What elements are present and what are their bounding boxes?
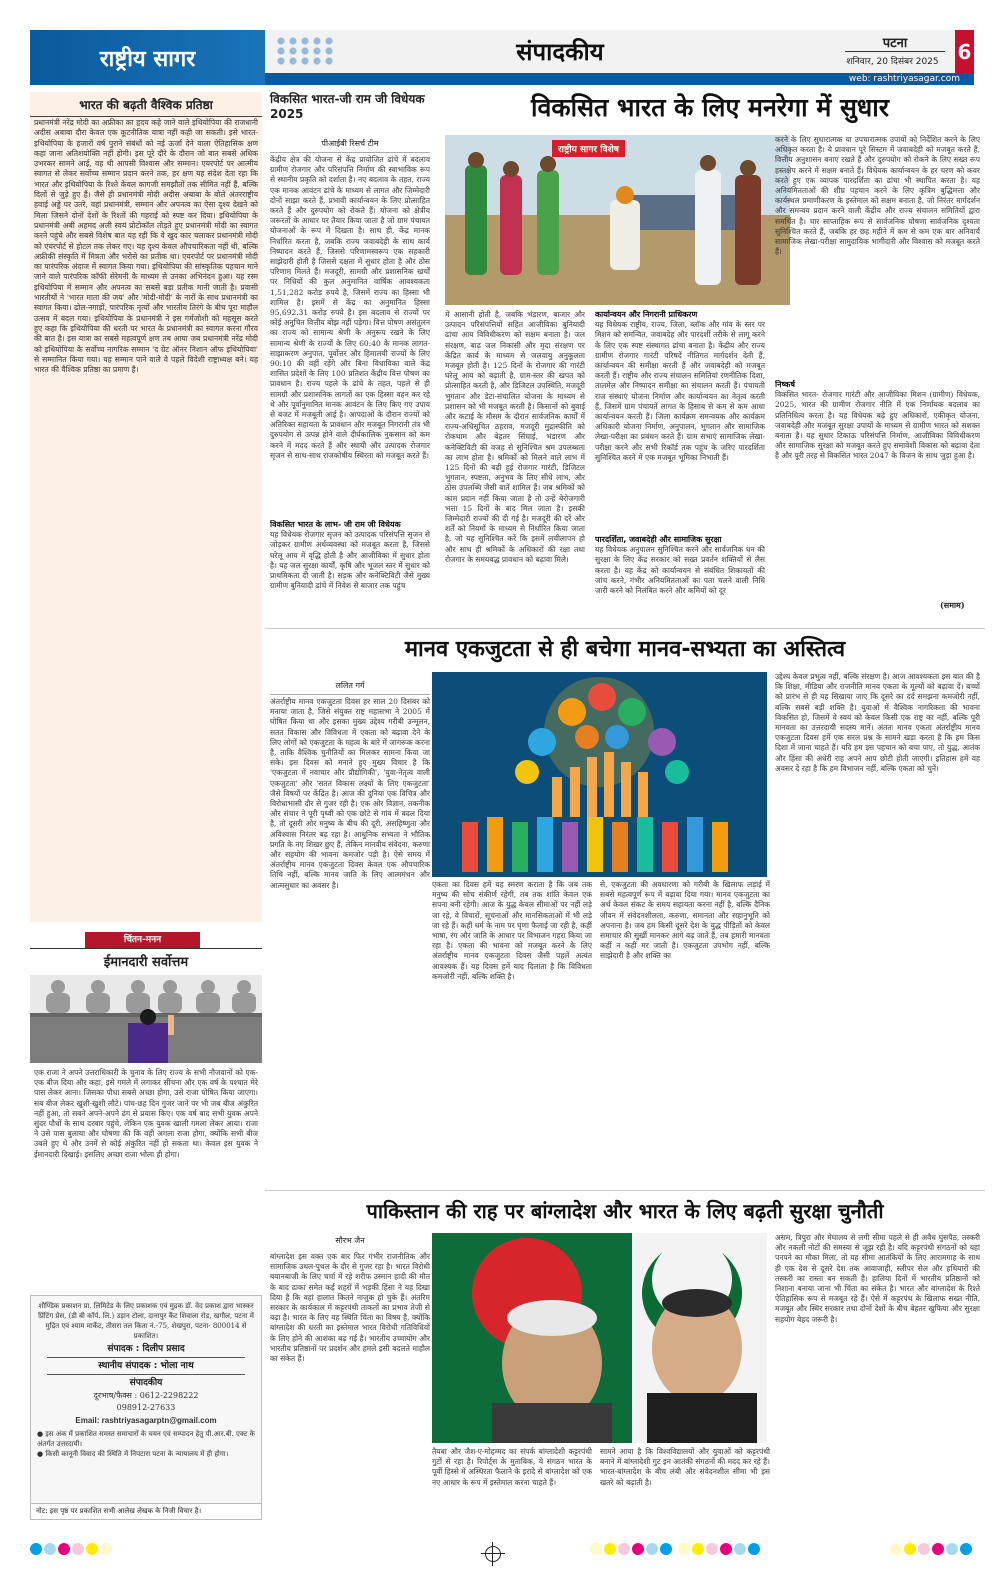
article2-col2 xyxy=(432,880,592,1190)
article1-col4 xyxy=(775,135,980,380)
honest-man-illustration-icon xyxy=(30,975,262,1063)
phone-fax: दूरभाष/फैक्स : 0612-2298222 xyxy=(93,1391,199,1400)
divider xyxy=(47,1357,245,1358)
registration-dots-mid xyxy=(590,1543,672,1555)
magenta-dot-icon xyxy=(932,1543,944,1555)
registration-dots-mid2 xyxy=(678,1543,760,1555)
raised-hands-tree-icon xyxy=(432,672,767,877)
publisher-info: शौण्डिक प्रकाशन प्रा. लिमिटेड के लिए प्रकाशक एवं मुद्रक डॉ. वेद प्रकाश द्वारा भास्कर प्रिंटिंग प्रेस, (डी बी कॉर्प. लि.) उड़ान टोला, दानापुर कैंट शिवाला रोड, खगौल, पटना में मुद्रित एवं श्याम मार्केट, तीसरा तल किता नं.-75, शेखपुरा, पटना- 800014 से प्रकाशित। xyxy=(38,1302,254,1340)
light-yellow-dot-icon xyxy=(100,1543,112,1555)
article1-signature: (समाम) xyxy=(940,600,965,610)
magenta-dot-icon xyxy=(632,1543,644,1555)
local-editor-name: स्थानीय संपादक : भोला नाथ xyxy=(98,1361,194,1371)
bill-side-title: विकसित भारत-जी राम जी विधेयक 2025 xyxy=(270,92,425,121)
left-article-body xyxy=(34,118,258,918)
email-link[interactable]: Email: rashtriyasagarptn@gmail.com xyxy=(75,1416,217,1425)
light-magenta-dot-icon xyxy=(918,1543,930,1555)
article2-col3 xyxy=(600,880,770,1190)
magenta-dot-icon xyxy=(720,1543,732,1555)
article1-col1 xyxy=(270,155,430,520)
page-number: 6 xyxy=(955,30,974,73)
chintan-tag: चिंतन-मनन xyxy=(85,932,200,948)
article1-col3b-text: यह विधेयक अनुपालन सुनिश्चित करने और सार्वजनिक धन की सुरक्षा के लिए केंद्र सरकार को सख्त प्रवर्तन शक्तियों से लैस करता है। यह केंद्र को कार्यान्वयन से संबंधित शिकायतों की जांच करने, गंभीर अनियमितताओं का पता चलने वाली निधि जारी करने को निलंबित करने और कमियों को दूर xyxy=(595,545,765,596)
article3-col4 xyxy=(775,1233,980,1538)
article2-headline: मानव एकजुटता से ही बचेगा मानव-सभ्यता का अस्तित्व xyxy=(265,628,985,663)
article3-col1 xyxy=(270,1252,430,1537)
light-magenta-dot-icon xyxy=(618,1543,630,1555)
cyan-dot-icon xyxy=(30,1543,42,1555)
magenta-dot-icon xyxy=(58,1543,70,1555)
imprint-note-text: इस अंक में प्रकाशित समस्त समाचारों के चयन एवं सम्पादन हेतु पी.आर.बी. एक्ट के अंतर्गत उत्तरदायी। xyxy=(37,1430,255,1448)
light-cyan-dot-icon xyxy=(946,1543,958,1555)
section-title: संपादकीय xyxy=(516,38,604,66)
article1-byline: पीआईबी रिसर्च टीम xyxy=(270,138,430,153)
light-yellow-dot-icon xyxy=(890,1543,902,1555)
workers-field-photo-icon xyxy=(445,135,790,305)
left-article-title: भारत की बढ़ती वैश्विक प्रतिष्ठा xyxy=(30,96,262,117)
human-solidarity-illustration xyxy=(432,672,767,877)
chintan-text: एक राजा ने अपने उत्तराधिकारी के चुनाव के लिए राज्य के सभी नौजवानों को एक-एक बीज दिया और कहा, इसे गमले में लगाकर सींचना और एक वर्ष के पश्चात मेरे पास लेकर आना। जिसका पौधा सबसे अच्छा होगा, उसे राजा घोषित किया जाएगा। सब बीज लेकर खुशी-खुशी लौटे। पांच-छह दिन गुजर जाने पर भी जब बीज अंकुरित नहीं हुआ, तो सबने अपने-अपने ढंग से प्रयास किए। एक वर्ष बाद सभी युवक अपने सुंदर पौधों के साथ दरबार पहुंचे, लेकिन एक युवक खाली गमला लेकर आया। राजा ने उसे पास बुलाया और घोषणा की कि वही अगला राजा होगा, क्योंकि सभी बीज उबले हुए थे और उनमें से कोई अंकुरित नहीं हो सकता था। केवल इस युवक ने ईमानदारी दिखाई। इसलिए अच्छा राजा भोला ही होगा। xyxy=(34,1068,258,1159)
left-article-text: प्रधानमंत्री नरेंद्र मोदी का अफ्रीका का हृदय कहे जाने वाले इथियोपिया की राजधानी अदीस अबाबा दौरा केवल एक कूटनीतिक यात्रा नहीं कही जा सकती। इसे भारत-इथियोपिया के हजारों वर्ष पुराने संबंधों को नई ऊर्जा देने वाला ऐतिहासिक क्षण कहा जाना अतिशयोक्ति नहीं होगी। इस पूरे दौरे के दौरान जो बात सबसे अधिक उभरकर सामने आई, वह थी आपसी विश्वास और सम्मान। एयरपोर्ट पर आत्मीय स्वागत से लेकर सर्वोच्च सम्मान प्रदान करने तक, हर क्षण यह संदेश देता रहा कि भारत और इथियोपिया के रिश्ते केवल कागजी समझौतों तक सीमित नहीं हैं, बल्कि दिलों से जुड़े हुए हैं। जैसे ही प्रधानमंत्री मोदी अदीस अबाबा के बोले अंतरराष्ट्रीय हवाई अड्डे पर उतरे, वहां प्रधानमंत्री, सम्मान और अपनत्व का ऐसा दृश्य देखने को मिला जिसने दोनों देशों के रिश्तों की गहराई को स्पष्ट कर दिया। इथियोपिया के प्रधानमंत्री अबी अहमद अली स्वयं प्रोटोकॉल तोड़ते हुए प्रधानमंत्री मोदी का स्वागत करने पहुंचे और सबसे विशेष बात यह रही कि वे खुद कार चलाकर प्रधानमंत्री मोदी को एयरपोर्ट से होटल तक लेकर गए। यह दृश्य केवल औपचारिकता नहीं थी, बल्कि अफ्रीकी संस्कृति में मित्रता और भरोसे का प्रतीक था। एयरपोर्ट पर प्रधानमंत्री मोदी का पारंपरिक अंदाज में स्वागत किया गया। इथियोपिया की सांस्कृतिक पहचान माने जाने वाले पारंपरिक कॉफी सेरेमनी के माध्यम से उनका अभिनंदन हुआ। यह रस्म इथियोपिया में सम्मान और अपनत्व का सबसे बड़ा प्रतीक मानी जाती है। प्रवासी भारतीयों ने 'भारत माता की जय' और 'मोदी-मोदी' के नारों के साथ प्रधानमंत्री का स्वागत किया। ढोल-नगाड़ों, पारंपरिक नृत्यों और भारतीय तिरंगे के बीच पूरा माहौल उत्सव में बदल गया। इथियोपिया के प्रधानमंत्री ने इस गर्मजोशी को महसूस करते हुए कहा कि इथियोपिया की धरती पर भारत के प्रधानमंत्री का स्वागत करना गौरव की बात है। इस यात्रा का सबसे महत्वपूर्ण क्षण तब आया जब प्रधानमंत्री नरेंद्र मोदी को इथियोपिया के सर्वोच्च नागरिक सम्मान 'द ग्रेट ऑनर निशान ऑफ इथियोपिया' से सम्मानित किया गया। यह सम्मान पाने वाले वे पहले विदेशी राष्ट्राध्यक्ष बने। यह भारत की वैश्विक प्रतिष्ठा का प्रमाण है। xyxy=(34,118,258,375)
bangladesh-pakistan-leaders-photo xyxy=(432,1233,767,1443)
article3-headline: पाकिस्तान की राह पर बांग्लादेश और भारत के लिए बढ़ती सुरक्षा चुनौती xyxy=(265,1190,985,1224)
special-report-tag: राष्ट्रीय सागर विशेष xyxy=(552,140,625,157)
article1-col4b xyxy=(775,380,980,610)
imprint-note-text: किसी कानूनी विवाद की स्थिति में निपटारा पटना के न्यायालय में ही होगा। xyxy=(45,1450,229,1458)
masthead xyxy=(30,30,974,85)
article1-col2-text: में आसानी होती है, जबकि भंडारण, बाजार और उत्पादन परिसंपत्तियों सहित आजीविका बुनियादी ढांचा आय विविधीकरण को सक्षम बनाता है। जल संरक्षण, बाढ़ जल निकासी और मृदा संरक्षण पर केंद्रित कार्य के माध्यम से जलवायु अनुकूलता मजबूत होती है। 125 दिनों के रोजगार की गारंटी घरेलू आय को बढ़ाती है, ग्राम-स्तर की खपत को प्रोत्साहित करती है, और डिजिटल उपस्थिति, मजदूरी भुगतान और डेटा-संचालित योजना के माध्यम से प्रशासन को भी मजबूत करती है। किसानों को बुवाई और कटाई के मौसम के दौरान सार्वजनिक कार्यों में राज्य-अधिसूचित ठहराव, मजदूरी मुद्रास्फीति को रोकथाम और बेहतर सिंचाई, भंडारण और कनेक्टिविटी की वजह से सुनिश्चित श्रम उपलब्धता का लाभ होता है। श्रमिकों को मिलने वाले लाभ में 125 दिनों की बढ़ी हुई रोजगार गारंटी, डिजिटल भुगतान, स्पष्टता, अनुभव के लिए सीधे लाभ, और ठोस उपलब्धि जैसी बातें शामिल हैं। जब श्रमिकों को काम प्रदान नहीं किया जाता है तो उन्हें बेरोजगारी भत्ता 15 दिनों के बाद मिल जाता है। इसकी जिम्मेदारी राज्यों की दी गई है। मजदूरी की दरें और शर्तें को नियमों के माध्यम से निर्धारित किया जाता है, जो यह सुनिश्चित करें कि इसमें लचीलापन हो और साथ ही श्रमिकों के अधिकारों की रक्षा तथा रोजगार के समयबद्ध प्रावधान को बढ़ावा मिले। xyxy=(445,310,585,564)
article1-col3b xyxy=(595,535,765,620)
light-magenta-dot-icon xyxy=(706,1543,718,1555)
article1-headline: विकसित भारत के लिए मनरेगा में सुधार xyxy=(531,93,889,122)
yellow-dot-icon xyxy=(604,1543,616,1555)
subhead-transparency: पारदर्शिता, जवाबदेही और सामाजिक सुरक्षा xyxy=(595,535,722,544)
divider xyxy=(47,1374,245,1375)
light-magenta-dot-icon xyxy=(72,1543,84,1555)
cyan-dot-icon xyxy=(960,1543,972,1555)
yellow-dot-icon xyxy=(904,1543,916,1555)
light-cyan-dot-icon xyxy=(44,1543,56,1555)
leaders-portrait-icon xyxy=(432,1233,767,1443)
article2-col2-text: एकता का दिवस हमें यह स्मरण कराता है कि जब तक मनुष्य की सोच संकीर्ण रहेगी, तब तक शांति केवल एक सपना बनी रहेगी। आज के युद्ध केवल सीमाओं पर नहीं लड़े जा रहे, वे विचारों, सूचनाओं और मानसिकताओं में भी लड़े जा रहे हैं। कहीं धर्म के नाम पर घृणा फैलाई जा रही है, कहीं भाषा, रंग और जाति के आधार पर विभाजन गहरा किया जा रहा है। एकता की भावना को मजबूत करने के लिए अंतर्राष्ट्रीय मानव एकजुटता दिवस जैसी पहलें अत्यंत आवश्यक हैं। यह दिवस हमें याद दिलाता है कि विविधता कमजोरी नहीं, बल्कि शक्ति है। xyxy=(432,880,592,981)
newspaper-logo[interactable]: राष्ट्रीय सागर xyxy=(30,30,265,85)
registration-crosshair-icon xyxy=(485,1546,501,1562)
edition-city: पटना xyxy=(845,33,945,52)
article1-col1b xyxy=(270,520,430,618)
article2-col3-text: से, एकजुटता की अवधारणा को गरीबी के खिलाफ लड़ाई में सबसे महत्वपूर्ण रूप में बढ़ावा दिया गया। मानव एकजुटता का अर्थ केवल संकट के समय सहायता करना नहीं है, बल्कि दैनिक जीवन में संवेदनशीलता, करुणा, समानता और सहानुभूति को अपनाना है। जब हम किसी दूसरे देश के युद्ध पीड़ितों को केवल समाचार की सुर्खी मानकर आगे बढ़ जाते हैं, तब हमारी मानवता कहीं न कहीं मर जाती है। एकजुटता उपभोग नहीं, बल्कि साझेदारी है और शक्ति का xyxy=(600,880,770,961)
article1-col2 xyxy=(445,310,585,620)
chintan-illustration xyxy=(30,975,262,1063)
article3-col2 xyxy=(432,1447,592,1537)
decorative-dots-icon xyxy=(275,36,335,66)
editor-name: संपादक : दिलीप प्रसाद xyxy=(107,1344,185,1354)
article3-col4-text: असम, त्रिपुरा और मेघालय से लगी सीमा पहले से ही अवैध घुसपैठ, तस्करी और नकली नोटों की समस्या से जूझ रही है। यदि कट्टरपंथी संगठनों को यहां पनपने का मौका मिला, तो यह सीमा आतंकियों के लिए आरामगाह के साथ ही एक देश से दूसरे देश तक आवाजाही, स्लीपर सेल और हथियारों की तस्करी का रास्ता बन सकती है। हालिया दिनों में भारतीय प्रतिष्ठानों को निशाना बनाया जाना भी चिंता का संकेत है। भारत और बांग्लादेश के रिश्ते ऐतिहासिक रूप से मजबूत रहे हैं। ऐसे में कट्टरपंथ के खिलाफ सख्त नीति, मजबूत और स्थिर सरकार तथा दोनों देशों के बीच बेहतर खुफिया और सुरक्षा सहयोग बेहद जरूरी है। xyxy=(775,1233,980,1324)
imprint-note-1: ● इस अंक में प्रकाशित समस्त समाचारों के चयन एवं सम्पादन हेतु पी.आर.बी. एक्ट के अंतर्गत उत्तरदायी। xyxy=(37,1430,255,1448)
article3-col1-text: बांग्लादेश इस वक्त एक बार फिर गंभीर राजनीतिक और सामाजिक उथल-पुथल के दौर से गुजर रहा है। भारत विरोधी बयानबाजी के लिए चर्चा में रहे शरीफ उस्मान हादी की मौत के बाद ढाका समेत कई शहरों में भड़की हिंसा ने यह दिखा दिया है कि वहां हालात कितने नाजुक हो चुके हैं। अंतरिम सरकार के कार्यकाल में कट्टरपंथी ताकतों का प्रभाव तेजी से बढ़ा है। भारत के लिए यह स्थिति चिंता का विषय है, क्योंकि बांग्लादेश की धरती का इस्तेमाल भारत विरोधी गतिविधियों के लिए होने की आशंका बढ़ गई है। भारतीय उच्चायोग और भारतीय प्रतिष्ठानों पर प्रदर्शन और हमले इसी बदलते माहौल का संकेत हैं। xyxy=(270,1252,430,1364)
article1-col3-text: यह विधेयक राष्ट्रीय, राज्य, जिला, ब्लॉक और गांव के स्तर पर मिशन को समन्वित, जवाबदेह और पारदर्शी तरीके से लागू करने के लिए एक स्पष्ट संस्थागत ढांचा बनाता है। केंद्रीय और राज्य ग्रामीण रोजगार गारंटी परिषदें नीतिगत मार्गदर्शन देती हैं, कार्यान्वयन की समीक्षा करती हैं और जवाबदेही को मजबूत करती हैं। राष्ट्रीय और राज्य संचालन समितियां रणनीतिक दिशा, तालमेल और निष्पादन समीक्षा का संचालन करती हैं। पंचायती राज संस्थाएं योजना निर्माण और कार्यान्वयन का नेतृत्व करती हैं, जिसमें ग्राम पंचायतें लागत के हिसाब से कम से कम आधा कार्यान्वयन करती हैं। जिला कार्यक्रम समन्वयक और कार्यक्रम अधिकारी योजना निर्माण, अनुपालन, भुगतान और सामाजिक लेखा-परीक्षा का प्रबंधन करते हैं। ग्राम सभाएं सामाजिक लेखा-परीक्षा करने और सभी रिकॉर्ड तक पहुंच के जरिए पारदर्शिता सुनिश्चित करने में एक मजबूत भूमिका निभाती हैं। xyxy=(595,320,765,462)
mobile-number: 098912-27633 xyxy=(116,1403,176,1412)
article2-col4-text: उद्देश्य केवल प्रभुत्व नहीं, बल्कि संरक्षण है। आज आवश्यकता इस बात की है कि शिक्षा, मीडिया और राजनीति मानव एकता के मूल्यों को बढ़ावा दें। बच्चों को प्रारंभ से ही यह सिखाया जाए कि दूसरे का दर्द समझना कमजोरी नहीं, बल्कि सबसे बड़ी शक्ति है। युवाओं में वैश्विक नागरिकता की भावना विकसित हो, जिसमें वे स्वयं को केवल किसी एक राष्ट्र का नहीं, बल्कि पूरी मानवता का उत्तरदायी सदस्य मानें। अंततः मानव एकता अंतर्राष्ट्रीय मानव एकजुटता दिवस हमें एक सरल प्रश्न के सामने खड़ा करता है कि हम किस दिशा में जाना चाहते हैं। यदि हम इस पहचान को बचा पाए, तो युद्ध, आतंक और हिंसा की अंधेरी राह अपने आप छोटी होती जाएगी। इतिहास हमें यह अवसर दे रहा है कि हम विभाजन नहीं, बल्कि एकता को चुनें। xyxy=(775,672,980,773)
article2-col1 xyxy=(270,697,430,1187)
article2-byline: ललित गर्ग xyxy=(270,680,430,695)
article1-col1-text: केंद्रीय क्षेत्र की योजना से केंद्र प्रायोजित ढांचे में बदलाव ग्रामीण रोजगार और परिसंपत्ति निर्माण की स्वाभाविक रूप से स्थानीय प्रकृति को दर्शाता है। नए बदलाव के तहत, राज्य एक मानक आवंटन ढांचे के माध्यम से लागत और जिम्मेदारी दोनों साझा करते हैं, प्रभावी कार्यान्वयन के लिए प्रोत्साहित करते हैं और दुरुपयोग को रोकते हैं। योजना को क्षेत्रीय जरूरतों के आधार पर तैयार किया जाता है जो ग्राम पंचायत योजनाओं के रूप में दिखता है। साथ ही, केंद्र मानक निर्धारित करता है, जबकि राज्य जवाबदेही के साथ कार्य निष्पादन करते हैं, जिससे परिणामस्वरूप एक सहकारी साझेदारी होती है जिससे दक्षता में सुधार होता है और ठोस परिणाम मिलते हैं। मजदूरी, सामग्री और प्रशासनिक खर्चों पर निधियों की कुल अनुमानित वार्षिक आवश्यकता 1,51,282 करोड़ रुपये है, जिसमें राज्य का हिस्सा भी शामिल है। इसमें से केंद्र का अनुमानित हिस्सा 95,692.31 करोड़ रुपये है। इस बदलाव से राज्यों पर कोई अनुचित वित्तीय बोझ नहीं पड़ेगा। वित्त पोषण असंतुलन का राज्य को सामान्य श्रेणी के अनुरूप रखने के लिए सामान्य श्रेणी के राज्यों के लिए 60:40 के मानक लागत-साझाकरण अनुपात, पूर्वोत्तर और हिमालयी राज्यों के लिए 90:10 की वहीं रहेंगे और बिना विधायिका वाले केंद्र शासित प्रदेशों के लिए 100 प्रतिशत केंद्रीय वित्त पोषण का प्रावधान है। राज्य पहले के ढांचे के तहत, पहले से ही सामग्री और प्रशासनिक लागतों का एक हिस्सा वहन कर रहे थे और पूर्वानुमानित मानक आवंटन के लिए किए गए उपाय से बजट में मजबूती आई है। आपदाओं के दौरान राज्यों को अतिरिक्त सहायता के प्रावधान और मजबूत निगरानी तंत्र भी दुरुपयोग से उत्पन्न होने वाले दीर्घकालिक नुकसान को कम करने में मदद करते हैं और स्थायी और उत्पादक रोजगार सृजन से साथ-साथ राजकोषीय स्थिरता को मजबूत करते हैं। xyxy=(270,155,430,460)
article2-col1-text: अंतर्राष्ट्रीय मानव एकजुटता दिवस हर साल 20 दिसंबर को मनाया जाता है, जिसे संयुक्त राष्ट्र महासभा ने 2005 में घोषित किया था और इसका मुख्य उद्देश्य गरीबी उन्मूलन, सतत विकास और विविधता में एकता को बढ़ावा देने के लिए लोगों को एकजुटता के महत्व के बारे में जागरूक करना है, ताकि वैश्विक चुनौतियों का मिलकर सामना किया जा सके। इस दिवस को मनाने हुए मुख्य विचार है कि 'एकजुटता में नवाचार और प्रौद्योगिकी', 'युवा-नेतृत्व वाली एकजुटता' और 'सतत विकास लक्ष्यों के लिए एकजुटता' जैसे विषयों पर केंद्रित है। आज की दुनिया एक विचित्र और विरोधाभासी दौर से गुजर रही है। एक ओर विज्ञान, तकनीक और संचार ने पूरी पृथ्वी को एक छोटे से गांव में बदल दिया है, तो दूसरी ओर मनुष्य के बीच की दूरी, असहिष्णुता और अविश्वास निरंतर बढ़ रहा है। आधुनिक सभ्यता ने भौतिक प्रगति के नए शिखर छुए हैं, लेकिन मानवीय संवेदना, करुणा और सहयोग की भावना कमजोर पड़ी है। ऐसे समय में अंतर्राष्ट्रीय मानव एकजुटता दिवस केवल एक औपचारिक तिथि नहीं, बल्कि मानव जाति के लिए आत्ममंथन और आत्मसुधार का अवसर है। xyxy=(270,697,430,890)
light-yellow-dot-icon xyxy=(678,1543,690,1555)
light-cyan-dot-icon xyxy=(734,1543,746,1555)
subhead-implementation: कार्यान्वयन और निगरानी प्राधिकरण xyxy=(595,310,698,319)
article2-col4 xyxy=(775,672,980,1187)
article3-col3-text: सामने आया है कि विश्वविद्यालयों और युवाओं को कट्टरपंथी बनाने में बांग्लादेशी गुट इन आतंकी संगठनों की मदद कर रहे हैं। भारत-बांग्लादेश के बीच लंबी और संवेदनशील सीमा भी इस खतरे को बढ़ाती है। xyxy=(600,1447,770,1487)
registration-dots-right xyxy=(890,1543,972,1555)
article1-col1b-text: यह विधेयक रोजगार सृजन को उत्पादक परिसंपत्ति सृजन से जोड़कर ग्रामीण अर्थव्यवस्था को मजबूत करता है, जिससे घरेलू आय में वृद्धि होती है और आजीविका में सुधार होता है। यह जल सुरक्षा कार्यों, कृषि और भूजल स्तर में सुधार को प्राथमिकता दी जाती है। सड़क और कनेक्टिविटी जैसे मुख्य ग्रामीण बुनियादी ढांचे में निवेश से बाजार तक पहुंच xyxy=(270,530,430,591)
article3-col3 xyxy=(600,1447,770,1537)
article3-col2-text: तैयबा और जैश-ए-मोहम्मद का संपर्क बांग्लादेशी कट्टरपंथी गुटों से रहा है। रिपोर्ट्स के मुताबिक, ये संगठन भारत के पूर्वी हिस्से में अस्थिरता फैलाने के इरादे से बांग्लादेश को एक नए आधार के रूप में इस्तेमाल करना चाहते हैं। xyxy=(432,1447,592,1487)
yellow-dot-icon xyxy=(86,1543,98,1555)
mgnrega-workers-photo xyxy=(445,135,790,305)
footer-note: नोट: इस पृष्ठ पर प्रकाशित सभी आलेख लेखक के निजी विचार है। xyxy=(30,1503,262,1520)
imprint-note-2: ● किसी कानूनी विवाद की स्थिति में निपटारा पटना के न्यायालय में ही होगा। xyxy=(37,1450,229,1458)
light-yellow-dot-icon xyxy=(590,1543,602,1555)
cyan-dot-icon xyxy=(660,1543,672,1555)
divider xyxy=(30,948,262,949)
imprint-section-label: संपादकीय xyxy=(129,1378,163,1388)
cyan-dot-icon xyxy=(748,1543,760,1555)
article1-col4b-text: विकसित भारत- रोजगार गारंटी और आजीविका मिशन (ग्रामीण) विधेयक, 2025, भारत की ग्रामीण रोजगार नीति में एक निर्णायक बदलाव का प्रतिनिधित्व करता है। यह विधेयक बढ़े हुए अधिकारों, एकीकृत योजना, जवाबदेही और मजबूत सुरक्षा उपायों के माध्यम से ग्रामीण भारत को सशक्त बनाता है। यह सुधार टिकाऊ परिसंपत्ति निर्माण, आजीविका विविधीकरण और सामाजिक सुरक्षा को मजबूत करते हुए समावेशी विकास को बढ़ावा देता है और पूरी तरह से विकसित भारत 2047 के विजन के साथ जुड़ा हुआ है। xyxy=(775,390,980,461)
article1-col3 xyxy=(595,310,765,535)
registration-dots-left xyxy=(30,1543,112,1555)
website-link[interactable]: web: rashtriyasagar.com xyxy=(848,74,960,84)
chintan-title: ईमानदारी सर्वोत्तम xyxy=(103,955,189,970)
yellow-dot-icon xyxy=(692,1543,704,1555)
subhead-benefits: विकसित भारत के लाभ- जी राम जी विधेयक xyxy=(270,520,401,529)
imprint-box xyxy=(30,1295,262,1520)
subhead-conclusion: निष्कर्ष xyxy=(775,380,795,389)
edition-date: शनिवार, 20 दिसंबर 2025 xyxy=(846,57,939,67)
article3-byline: सौरभ जैन xyxy=(335,1236,365,1245)
article1-col4-text: करने के लिए सुधारात्मक या उपचारात्मक उपायों को निर्देशित करने के लिए अधिकृत करता है। ये प्रावधान पूरे सिस्टम में जवाबदेही को मजबूत करते हैं, वित्तीय अनुशासन बनाए रखते हैं और दुरुपयोग को रोकने के लिए सख्त रूप हस्तक्षेप करने में सक्षम बनाते हैं। विधेयक कार्यान्वयन के हर चरण को कवर करते हुए एक व्यापक पारदर्शिता का ढांचा भी स्थापित करता है। यह अनियमितताओं की शीघ्र पहचान करने के लिए कृत्रिम बुद्धिमत्ता और कार्यस्थल प्रमाणीकरण के इस्तेमाल को सक्षम बनाता है, जो निरंतर मार्गदर्शन और समन्वय प्रदान करने वाली केंद्रीय और राज्य संचालन समितियों द्वारा समर्थित है। चार साप्ताहिक रूप से सार्वजनिक घोषणा सार्वजनिक दृश्यता सुनिश्चित करते हैं, जबकि हर छह महीने में कम से कम एक बार अनिवार्य सामाजिक लेखा-परीक्षा सामुदायिक भागीदारी और विश्वास को मजबूत करते हैं। xyxy=(775,135,980,257)
chintan-body xyxy=(34,1068,258,1288)
light-cyan-dot-icon xyxy=(646,1543,658,1555)
